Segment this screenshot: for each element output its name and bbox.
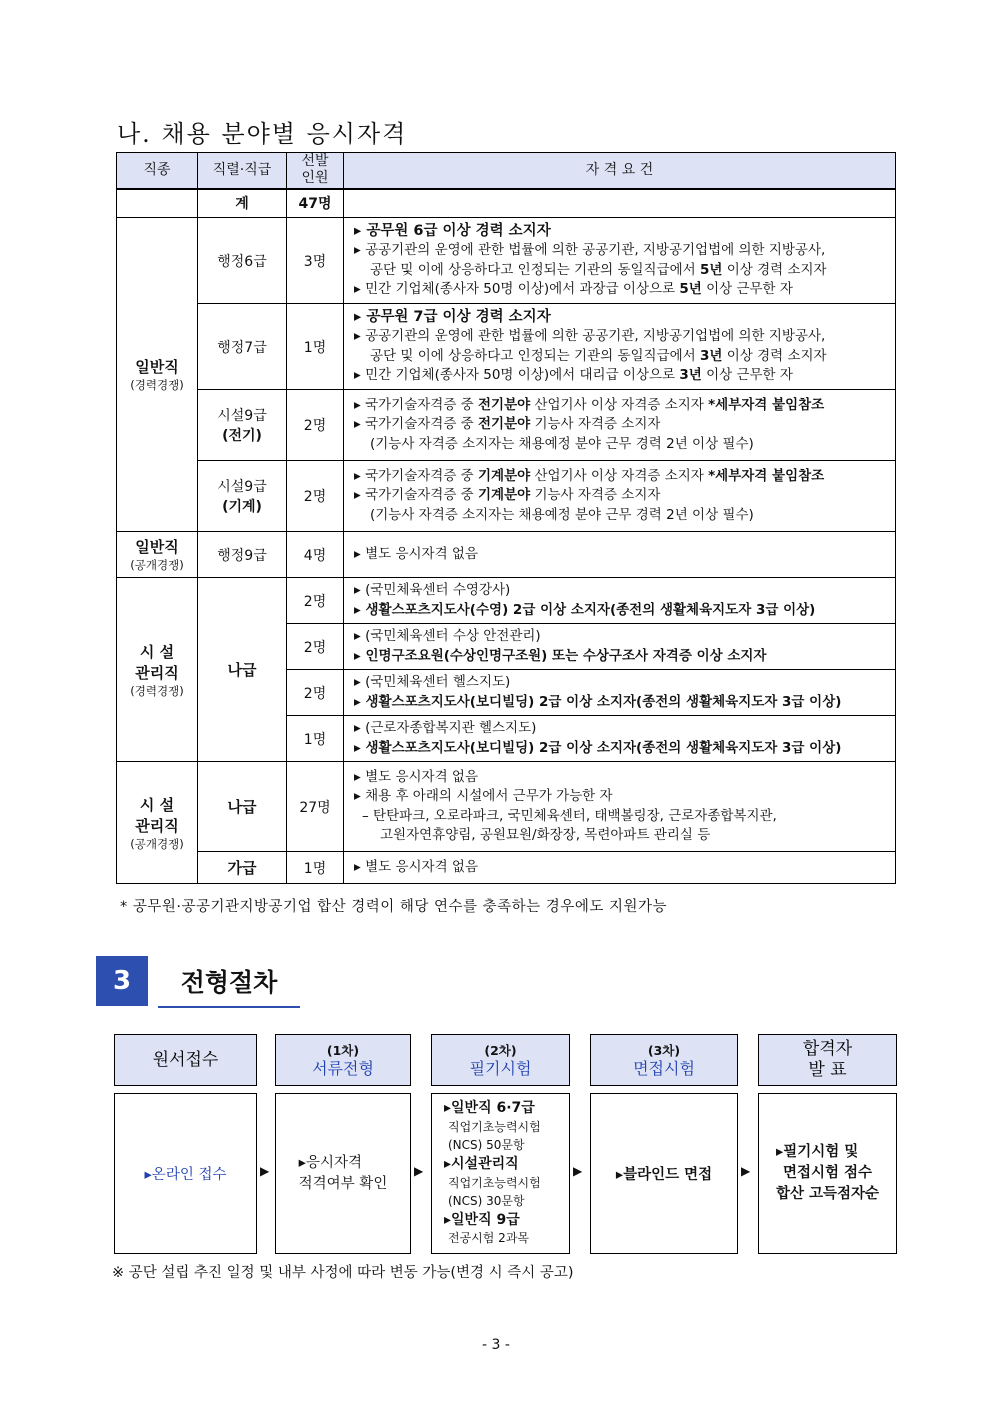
requirement-cell: ▸ (근로자종합복지관 헬스지도) ▸ 생활스포츠지도사(보디빌딩) 2급 이상 소지자(종전의 생활체육지도자 3급 이상) xyxy=(344,716,896,762)
requirement-cell: ▸ 별도 응시자격 없음 xyxy=(344,532,896,578)
total-count: 47명 xyxy=(287,189,344,218)
count-cell: 27명 xyxy=(287,762,344,852)
count-cell: 2명 xyxy=(287,578,344,624)
section-title: 전형절차 xyxy=(158,956,300,1008)
requirement-cell: ▸ (국민체육센터 헬스지도) ▸ 생활스포츠지도사(보디빌딩) 2급 이상 소지자(종전의 생활체육지도자 3급 이상) xyxy=(344,670,896,716)
grade-cell-na: 나급 xyxy=(198,578,287,762)
table-row-total xyxy=(117,189,896,218)
section-heading: 나. 채용 분야별 응시자격 xyxy=(117,120,408,148)
process-online-application: ▸온라인 접수 xyxy=(114,1093,257,1254)
requirement-cell: ▸ (국민체육센터 수영강사) ▸ 생활스포츠지도사(수영) 2급 이상 소지자(종전의 생활체육지도자 3급 이상) xyxy=(344,578,896,624)
requirement-cell: ▸ (국민체육센터 수상 안전관리) ▸ 인명구조요원(수상인명구조원) 또는 수상구조사 자격증 이상 소지자 xyxy=(344,624,896,670)
process-blind-interview: ▸블라인드 면접 xyxy=(590,1093,738,1254)
requirement-cell: ▸ 공무원 6급 이상 경력 소지자 ▸ 공공기관의 운영에 관한 법률에 의한 공공기관, 지방공기업법에 의한 지방공사, 공단 및 이에 상응하다고 인정되는 기관의 동일직급에서 5년 이상 경력 소지자 ▸ 민간 기업체(종사자 50명 이상)에서 과장급 이상으로 5년 이상 근무한 자 xyxy=(344,218,896,304)
grade-cell: 시설9급 (기계) xyxy=(198,461,287,532)
count-cell: 2명 xyxy=(287,670,344,716)
table-row xyxy=(117,852,896,884)
grade-cell: 행정6급 xyxy=(198,218,287,304)
arrow-icon: ▶ xyxy=(414,1164,424,1178)
arrow-icon: ▶ xyxy=(573,1164,583,1178)
requirement-cell: ▸ 별도 응시자격 없음 ▸ 채용 후 아래의 시설에서 근무가 가능한 자 – 탄탄파크, 오로라파크, 국민체육센터, 태백볼링장, 근로자종합복지관, 고원자연휴양림, 공원묘원/화장장, 목련아파트 관리실 등 xyxy=(344,762,896,852)
header-requirements: 자 격 요 건 xyxy=(344,153,896,189)
table-row xyxy=(117,304,896,390)
requirement-cell: ▸ 별도 응시자격 없음 xyxy=(344,852,896,884)
type-facility-career: 시 설 관리직 (경력경쟁) xyxy=(117,578,198,762)
table-row xyxy=(117,461,896,532)
count-cell: 1명 xyxy=(287,304,344,390)
type-facility-open: 시 설 관리직 (공개경쟁) xyxy=(117,762,198,884)
requirement-cell: ▸ 국가기술자격증 중 기계분야 산업기사 이상 자격증 소지자 *세부자격 붙임참조 ▸ 국가기술자격증 중 기계분야 기능사 자격증 소지자 (기능사 자격증 소지자는 채용예정 분야 근무 경력 2년 이상 필수) xyxy=(344,461,896,532)
count-cell: 2명 xyxy=(287,390,344,461)
type-general-open: 일반직 (공개경쟁) xyxy=(117,532,198,578)
table-row xyxy=(117,762,896,852)
step-application: 원서접수 xyxy=(114,1034,257,1086)
header-type: 직종 xyxy=(117,153,198,189)
experience-note: * 공무원·공공기관지방공기업 합산 경력이 해당 연수를 충족하는 경우에도 지원가능 xyxy=(120,899,667,915)
grade-cell: 시설9급 (전기) xyxy=(198,390,287,461)
arrow-icon: ▶ xyxy=(260,1164,270,1178)
count-cell: 2명 xyxy=(287,624,344,670)
page-number: - 3 - xyxy=(482,1337,510,1353)
table-row xyxy=(117,532,896,578)
process-qualification-check: ▸응시자격 적격여부 확인 xyxy=(275,1093,411,1254)
table-row xyxy=(117,218,896,304)
total-label: 계 xyxy=(198,189,287,218)
process-written-exam-detail: ▸일반직 6·7급 직업기초능력시험 (NCS) 50문항 ▸시설관리직 직업기초능력시험 (NCS) 30문항 ▸일반직 9급 전공시험 2과목 xyxy=(431,1093,570,1254)
requirement-cell: ▸ 국가기술자격증 중 전기분야 산업기사 이상 자격증 소지자 *세부자격 붙임참조 ▸ 국가기술자격증 중 전기분야 기능사 자격증 소지자 (기능사 자격증 소지자는 채용예정 분야 근무 경력 2년 이상 필수) xyxy=(344,390,896,461)
count-cell: 1명 xyxy=(287,716,344,762)
process-final-selection: ▸필기시험 및 면접시험 점수 합산 고득점자순 xyxy=(758,1093,897,1254)
table-header-row xyxy=(117,153,896,189)
count-cell: 2명 xyxy=(287,461,344,532)
grade-cell: 행정7급 xyxy=(198,304,287,390)
section-number: 3 xyxy=(96,956,148,1006)
arrow-icon: ▶ xyxy=(741,1164,751,1178)
count-cell: 1명 xyxy=(287,852,344,884)
count-cell: 4명 xyxy=(287,532,344,578)
step-announcement: 합격자 발 표 xyxy=(758,1034,897,1086)
table-row xyxy=(117,578,896,624)
requirements-table xyxy=(116,152,896,884)
count-cell: 3명 xyxy=(287,218,344,304)
schedule-note: ※ 공단 설립 추진 일정 및 내부 사정에 따라 변동 가능(변경 시 즉시 공고) xyxy=(112,1265,574,1281)
step-interview: (3차) 면접시험 xyxy=(590,1034,738,1086)
requirement-cell: ▸ 공무원 7급 이상 경력 소지자 ▸ 공공기관의 운영에 관한 법률에 의한 공공기관, 지방공기업법에 의한 지방공사, 공단 및 이에 상응하다고 인정되는 기관의 동일직급에서 3년 이상 경력 소지자 ▸ 민간 기업체(종사자 50명 이상)에서 대리급 이상으로 3년 이상 근무한 자 xyxy=(344,304,896,390)
header-grade: 직렬·직급 xyxy=(198,153,287,189)
grade-cell: 행정9급 xyxy=(198,532,287,578)
step-written-exam: (2차) 필기시험 xyxy=(431,1034,570,1086)
table-row xyxy=(117,390,896,461)
step-document-screening: (1차) 서류전형 xyxy=(275,1034,411,1086)
grade-cell: 가급 xyxy=(198,852,287,884)
grade-cell: 나급 xyxy=(198,762,287,852)
header-count: 선발 인원 xyxy=(287,153,344,189)
type-general-career: 일반직 (경력경쟁) xyxy=(117,218,198,532)
